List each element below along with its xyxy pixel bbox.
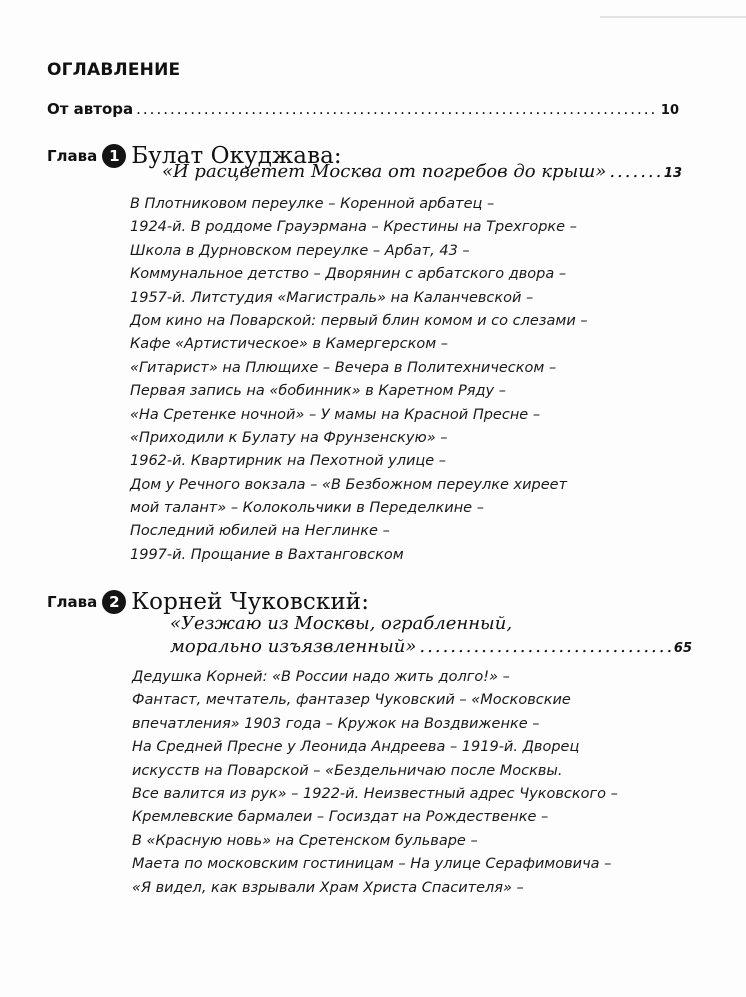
chapter-1-subtitle-line: [162, 161, 682, 182]
chapter-2-contents: [132, 666, 618, 900]
author-entry: [47, 100, 679, 118]
contents-line: 1962-й. Квартирник на Пехотной улице –: [130, 453, 447, 470]
chapter-subtitle: морально изъязвленный»: [170, 636, 417, 657]
contents-line: Все валится из рук» – 1922-й. Неизвестный адрес Чуковского –: [132, 785, 618, 802]
contents-line: мой талант» – Колокольчики в Переделкине –: [130, 500, 484, 517]
page-edge-rule: [600, 16, 746, 18]
chapter-word: Глава: [47, 147, 98, 165]
chapter-subtitle: «И расцветет Москва от погребов до крыш»: [162, 161, 607, 182]
contents-line: «Приходили к Булату на Фрунзенскую» –: [130, 429, 448, 446]
contents-line: Коммунальное детство – Дворянин с арбатского двора –: [130, 266, 567, 283]
chapter-number-badge: 1: [102, 144, 126, 168]
chapter-2-subtitle-line: [170, 636, 692, 657]
contents-line: Фантаст, мечтатель, фантазер Чуковский – «Московские: [132, 692, 571, 709]
contents-line: Дедушка Корней: «В России надо жить долго!» –: [132, 669, 510, 685]
contents-line: «Я видел, как взрывали Храм Христа Спасителя» –: [132, 879, 524, 896]
dot-leader: [136, 100, 658, 118]
contents-line: 1957-й. Литстудия «Магистраль» на Каланчевской –: [130, 289, 534, 306]
contents-line: «Гитарист» на Плющихе – Вечера в Политехническом –: [130, 359, 557, 376]
contents-line: В «Красную новь» на Сретенском бульваре –: [132, 832, 478, 849]
contents-line: Школа в Дурновском переулке – Арбат, 43 –: [130, 242, 470, 259]
contents-line: Первая запись на «бобинник» в Каретном Ряду –: [130, 383, 506, 400]
contents-line: Маета по московским гостиницам – На улице Серафимовича –: [132, 856, 612, 873]
contents-line: Дом кино на Поварской: первый блин комом и со слезами –: [130, 312, 588, 329]
author-entry-label: От автора: [47, 100, 134, 118]
dot-leader: [609, 161, 661, 182]
chapter-word: Глава: [47, 593, 98, 611]
toc-title: ОГЛАВЛЕНИЕ: [47, 60, 181, 80]
chapter-number-badge: 2: [102, 590, 126, 614]
contents-line: «На Сретенке ночной» – У мамы на Красной Пресне –: [130, 406, 541, 423]
contents-line: Дом у Речного вокзала – «В Безбожном переулке хиреет: [130, 476, 568, 493]
chapter-page-number: 13: [663, 166, 682, 181]
contents-line: искусств на Поварской – «Бездельничаю после Москвы.: [132, 762, 563, 779]
chapter-1-contents: [130, 193, 588, 567]
contents-line: 1997-й. Прощание в Вахтанговском: [130, 546, 404, 563]
contents-line: На Средней Пресне у Леонида Андреева – 1919-й. Дворец: [132, 739, 580, 756]
contents-line: Кафе «Артистическое» в Камергерском –: [130, 336, 449, 353]
contents-line: впечатления» 1903 года – Кружок на Воздвиженке –: [132, 715, 540, 732]
dot-leader: [419, 636, 671, 657]
chapter-2-heading: [47, 589, 369, 615]
chapter-name: Корней Чуковский:: [131, 589, 370, 615]
chapter-name: Булат Окуджава:: [131, 143, 342, 169]
contents-line: 1924-й. В роддоме Грауэрмана – Крестины на Трехгорке –: [130, 219, 577, 236]
contents-line: Последний юбилей на Неглинке –: [130, 523, 390, 540]
contents-line: В Плотниковом переулке – Коренной арбатец –: [130, 196, 495, 212]
chapter-2-subtitle-first-line: «Уезжаю из Москвы, ограбленный,: [170, 613, 513, 634]
chapter-page-number: 65: [673, 641, 692, 656]
contents-line: Кремлевские бармалеи – Госиздат на Рождественке –: [132, 809, 549, 826]
author-entry-page: 10: [660, 103, 679, 118]
